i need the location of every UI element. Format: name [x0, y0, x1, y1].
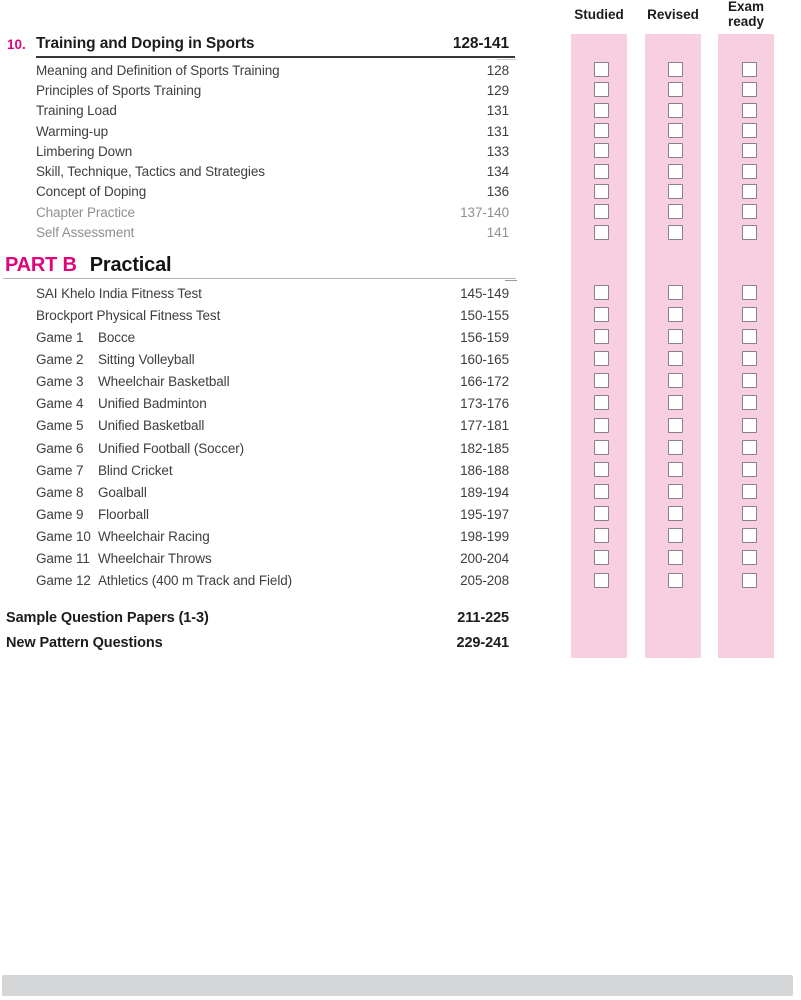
game-number-label: Game 6	[36, 440, 84, 456]
toc-row	[0, 101, 516, 121]
toc-item-pages: 131	[486, 123, 509, 139]
checkbox-studied-g1-row9[interactable]	[594, 484, 609, 499]
footer-sections	[0, 605, 516, 655]
chapter-number: 10.	[7, 37, 26, 52]
toc-item-pages: 141	[486, 225, 509, 241]
checkbox-exam-ready-g1-row1[interactable]	[742, 307, 757, 322]
toc-item-pages: 128	[486, 62, 509, 78]
toc-row	[0, 371, 516, 393]
checkbox-exam-ready-g1-row13[interactable]	[742, 573, 757, 588]
toc-item-pages: 200-204	[460, 551, 509, 567]
toc-item-pages: 166-172	[460, 374, 509, 390]
toc-item-pages: 131	[486, 103, 509, 119]
toc-item-pages: 189-194	[460, 484, 509, 500]
checkbox-exam-ready-g0-row4[interactable]	[742, 143, 757, 158]
toc-row	[0, 503, 516, 525]
checkbox-exam-ready-g0-row5[interactable]	[742, 164, 757, 179]
checkbox-exam-ready-g0-row7[interactable]	[742, 204, 757, 219]
toc-item-label: Self Assessment	[36, 225, 135, 241]
toc-item-label: Chapter Practice	[36, 204, 135, 220]
checkbox-revised-g0-row1[interactable]	[668, 82, 683, 97]
checkbox-studied-g1-row3[interactable]	[594, 351, 609, 366]
toc-item-label: Meaning and Definition of Sports Training	[36, 62, 280, 78]
toc-item-label: Limbering Down	[36, 143, 133, 159]
toc-row	[0, 60, 516, 80]
checkbox-exam-ready-g1-row10[interactable]	[742, 506, 757, 521]
toc-item-label: Sample Question Papers (1-3)	[6, 609, 209, 626]
toc-item-label: Athletics (400 m Track and Field)	[98, 573, 293, 589]
checkbox-studied-g1-row2[interactable]	[594, 329, 609, 344]
toc-item-pages: 129	[486, 82, 509, 98]
toc-row	[0, 282, 516, 304]
chapter-title: Training and Doping in Sports	[36, 35, 255, 52]
toc-row	[0, 326, 516, 348]
checkbox-exam-ready-g1-row12[interactable]	[742, 550, 757, 565]
checkbox-exam-ready-g1-row8[interactable]	[742, 462, 757, 477]
toc-row	[0, 459, 516, 481]
toc-row	[0, 202, 516, 222]
checkbox-revised-g1-row4[interactable]	[668, 373, 683, 388]
checkbox-exam-ready-g1-row0[interactable]	[742, 285, 757, 300]
toc-item-label: Wheelchair Basketball	[98, 374, 230, 390]
toc-row	[0, 526, 516, 548]
checklist-header-exam-ready: Exam ready	[727, 0, 765, 29]
checkbox-exam-ready-g0-row8[interactable]	[742, 225, 757, 240]
checkbox-studied-g0-row3[interactable]	[594, 123, 609, 138]
checkbox-studied-g1-row13[interactable]	[594, 573, 609, 588]
checkbox-revised-g0-row3[interactable]	[668, 123, 683, 138]
checkbox-revised-g0-row2[interactable]	[668, 103, 683, 118]
checkbox-revised-g0-row5[interactable]	[668, 164, 683, 179]
checkbox-studied-g1-row5[interactable]	[594, 395, 609, 410]
toc-item-label: Wheelchair Racing	[98, 529, 210, 545]
checkbox-studied-g0-row2[interactable]	[594, 103, 609, 118]
toc-item-pages: 156-159	[460, 329, 509, 345]
toc-row	[0, 605, 516, 630]
toc-row	[0, 121, 516, 141]
checkbox-exam-ready-g1-row11[interactable]	[742, 528, 757, 543]
toc-item-pages: 160-165	[460, 351, 509, 367]
toc-item-label: Concept of Doping	[36, 184, 147, 200]
checkbox-exam-ready-g0-row3[interactable]	[742, 123, 757, 138]
toc-item-pages: 177-181	[460, 418, 509, 434]
game-number-label: Game 10	[36, 529, 91, 545]
checkbox-exam-ready-g0-row6[interactable]	[742, 184, 757, 199]
toc-row	[0, 222, 516, 242]
toc-item-label: SAI Khelo India Fitness Test	[36, 285, 202, 301]
game-number-label: Game 7	[36, 462, 84, 478]
game-number-label: Game 5	[36, 418, 84, 434]
checklist-header-studied: Studied	[574, 7, 624, 22]
checkbox-studied-g0-row5[interactable]	[594, 164, 609, 179]
checkbox-revised-g0-row6[interactable]	[668, 184, 683, 199]
part-b-divider	[3, 278, 516, 279]
checkbox-revised-g1-row5[interactable]	[668, 395, 683, 410]
toc-item-pages: 150-155	[460, 307, 509, 323]
toc-item-label: Skill, Technique, Tactics and Strategies	[36, 164, 265, 180]
toc-item-label: Training Load	[36, 103, 117, 119]
checkbox-revised-g1-row10[interactable]	[668, 506, 683, 521]
checkbox-exam-ready-g1-row7[interactable]	[742, 440, 757, 455]
checkbox-studied-g0-row8[interactable]	[594, 225, 609, 240]
checkbox-exam-ready-g0-row0[interactable]	[742, 62, 757, 77]
toc-row	[0, 141, 516, 161]
toc-item-label: New Pattern Questions	[6, 634, 163, 651]
toc-item-label: Unified Football (Soccer)	[98, 440, 245, 456]
toc-item-label: Bocce	[98, 329, 136, 345]
toc-item-label: Blind Cricket	[98, 462, 173, 478]
toc-item-pages: 136	[486, 184, 509, 200]
chapter-divider	[36, 56, 515, 58]
toc-item-label: Principles of Sports Training	[36, 82, 202, 98]
toc-item-pages: 137-140	[460, 204, 509, 220]
checkbox-studied-g1-row11[interactable]	[594, 528, 609, 543]
chapter-pages: 128-141	[452, 35, 509, 52]
chapter-heading	[0, 33, 516, 55]
checkbox-studied-g0-row6[interactable]	[594, 184, 609, 199]
checkbox-exam-ready-g1-row4[interactable]	[742, 373, 757, 388]
toc-item-pages: 186-188	[460, 462, 509, 478]
toc-row	[0, 348, 516, 370]
checkbox-revised-g0-row0[interactable]	[668, 62, 683, 77]
toc-row	[0, 570, 516, 592]
toc-item-label: Wheelchair Throws	[98, 551, 212, 567]
game-number-label: Game 3	[36, 374, 84, 390]
checkbox-exam-ready-g1-row9[interactable]	[742, 484, 757, 499]
toc-item-pages: 133	[486, 143, 509, 159]
part-b-label: PART B	[5, 253, 77, 276]
toc-item-pages: 145-149	[460, 285, 509, 301]
toc-row	[0, 80, 516, 100]
game-number-label: Game 2	[36, 351, 84, 367]
part-b-title: Practical	[89, 253, 172, 276]
toc-item-label: Unified Badminton	[98, 396, 207, 412]
checkbox-revised-g1-row2[interactable]	[668, 329, 683, 344]
toc-item-pages: 173-176	[460, 396, 509, 412]
checkbox-revised-g1-row6[interactable]	[668, 418, 683, 433]
toc-row	[0, 415, 516, 437]
chapter-items	[0, 60, 516, 243]
checkbox-revised-g0-row7[interactable]	[668, 204, 683, 219]
checkbox-studied-g1-row12[interactable]	[594, 550, 609, 565]
toc-row	[0, 630, 516, 655]
checkbox-revised-g1-row12[interactable]	[668, 550, 683, 565]
toc-item-pages: 211-225	[457, 609, 509, 626]
checklist-header-revised: Revised	[647, 7, 699, 22]
part-b-divider-tab	[505, 280, 517, 282]
checkbox-studied-g1-row1[interactable]	[594, 307, 609, 322]
game-number-label: Game 4	[36, 396, 84, 412]
toc-item-label: Floorball	[98, 506, 149, 522]
checkbox-revised-g1-row9[interactable]	[668, 484, 683, 499]
checkbox-exam-ready-g0-row1[interactable]	[742, 82, 757, 97]
checkbox-revised-g1-row0[interactable]	[668, 285, 683, 300]
toc-item-label: Unified Basketball	[98, 418, 205, 434]
checkbox-revised-g0-row8[interactable]	[668, 225, 683, 240]
checkbox-studied-g0-row7[interactable]	[594, 204, 609, 219]
checkbox-exam-ready-g1-row3[interactable]	[742, 351, 757, 366]
checkbox-revised-g1-row13[interactable]	[668, 573, 683, 588]
checkbox-revised-g1-row11[interactable]	[668, 528, 683, 543]
checkbox-revised-g1-row8[interactable]	[668, 462, 683, 477]
checkbox-studied-g1-row0[interactable]	[594, 285, 609, 300]
checkbox-exam-ready-g1-row6[interactable]	[742, 418, 757, 433]
game-number-label: Game 12	[36, 573, 91, 589]
game-number-label: Game 1	[36, 329, 84, 345]
toc-item-label: Brockport Physical Fitness Test	[36, 307, 221, 323]
toc-item-pages: 182-185	[460, 440, 509, 456]
toc-row	[0, 182, 516, 202]
toc-row	[0, 481, 516, 503]
toc-item-pages: 198-199	[460, 529, 509, 545]
checkbox-studied-g1-row4[interactable]	[594, 373, 609, 388]
toc-row	[0, 161, 516, 181]
checkbox-studied-g0-row1[interactable]	[594, 82, 609, 97]
checkbox-studied-g0-row0[interactable]	[594, 62, 609, 77]
toc-item-pages: 195-197	[460, 506, 509, 522]
checkbox-revised-g1-row7[interactable]	[668, 440, 683, 455]
checkbox-studied-g0-row4[interactable]	[594, 143, 609, 158]
toc-row	[0, 437, 516, 459]
part-b-heading	[5, 252, 171, 278]
checkbox-revised-g1-row1[interactable]	[668, 307, 683, 322]
checkbox-exam-ready-g1-row5[interactable]	[742, 395, 757, 410]
toc-item-label: Warming-up	[36, 123, 109, 139]
toc-item-label: Goalball	[98, 484, 147, 500]
checkbox-studied-g1-row6[interactable]	[594, 418, 609, 433]
toc-row	[0, 393, 516, 415]
toc-item-pages: 134	[486, 164, 509, 180]
game-number-label: Game 9	[36, 506, 84, 522]
footer-bar	[2, 975, 793, 996]
toc-item-pages: 229-241	[456, 634, 509, 651]
toc-row	[0, 548, 516, 570]
checkbox-exam-ready-g1-row2[interactable]	[742, 329, 757, 344]
checkbox-exam-ready-g0-row2[interactable]	[742, 103, 757, 118]
toc-item-pages: 205-208	[460, 573, 509, 589]
toc-item-label: Sitting Volleyball	[98, 351, 195, 367]
toc-row	[0, 304, 516, 326]
checkbox-revised-g0-row4[interactable]	[668, 143, 683, 158]
checkbox-revised-g1-row3[interactable]	[668, 351, 683, 366]
checkbox-studied-g1-row10[interactable]	[594, 506, 609, 521]
checkbox-studied-g1-row7[interactable]	[594, 440, 609, 455]
game-number-label: Game 8	[36, 484, 84, 500]
checkbox-studied-g1-row8[interactable]	[594, 462, 609, 477]
game-number-label: Game 11	[36, 551, 90, 567]
practical-items	[0, 282, 516, 592]
